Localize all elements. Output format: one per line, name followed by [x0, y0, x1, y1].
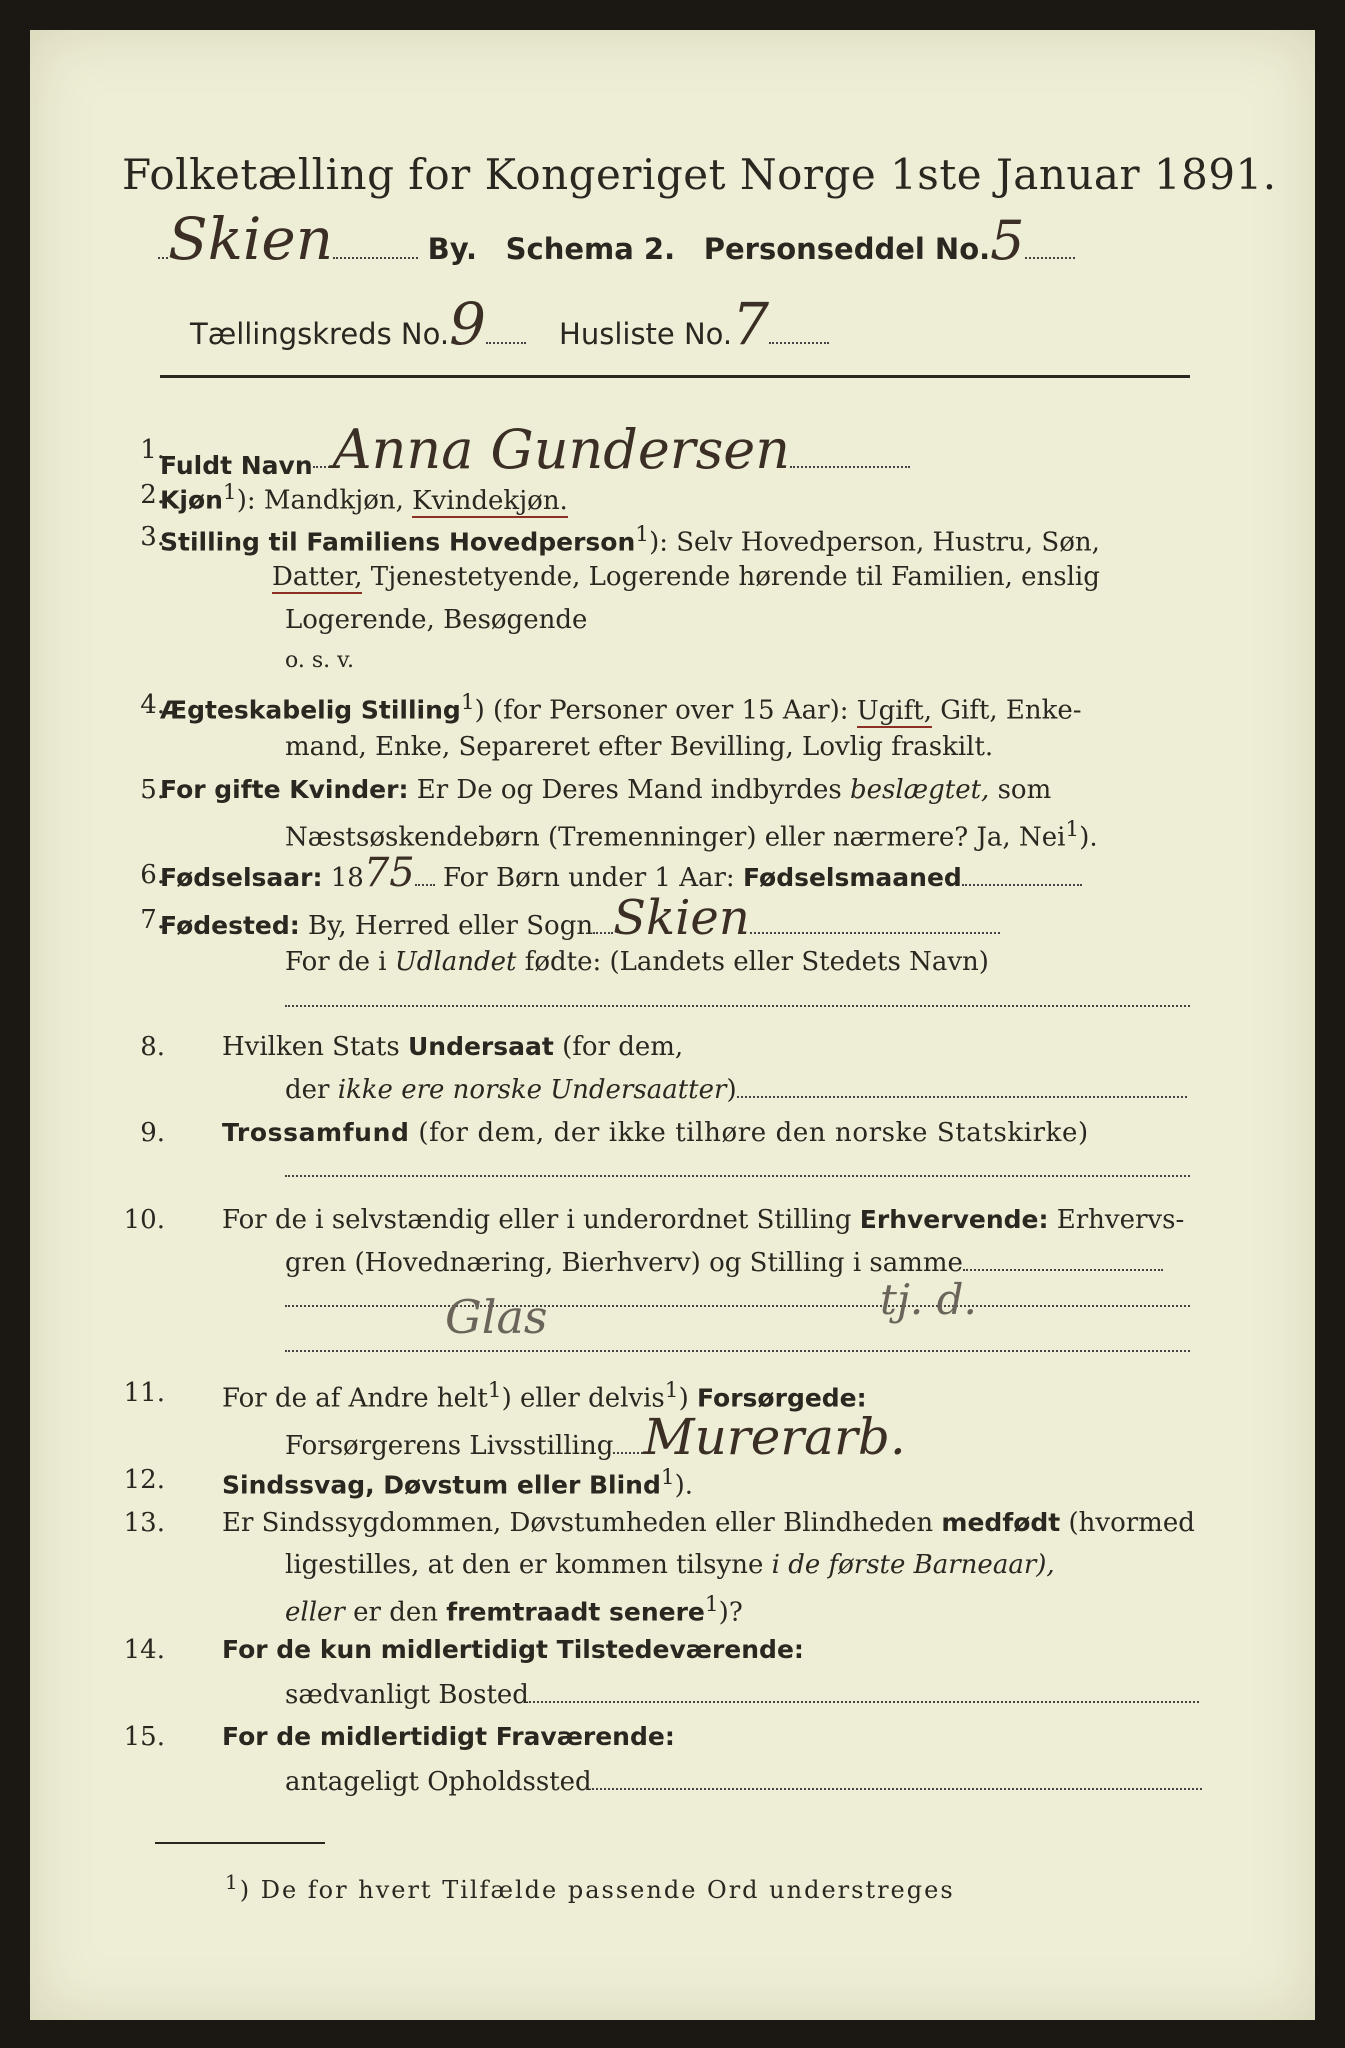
kreds-label: Tællingskreds No.: [190, 317, 450, 351]
footnote-ref: 1: [487, 1378, 502, 1403]
kreds-number: 9: [449, 290, 486, 358]
field-11-provider-label: Forsørgerens Livsstilling: [285, 1431, 614, 1461]
footnote-ref: 1: [664, 1378, 679, 1403]
field-2-label: Kjøn: [160, 485, 223, 515]
field-4-line-2: mand, Enke, Separeret efter Bevilling, Lovlig fraskilt.: [285, 732, 994, 762]
field-13-text-end: (hvormed: [1060, 1508, 1195, 1538]
field-3-line-4: o. s. v.: [285, 648, 354, 673]
field-6-number: 6.: [140, 860, 165, 890]
field-9-number: 9.: [140, 1118, 165, 1148]
field-7-line-1: [160, 890, 1210, 946]
field-8-line-2: [285, 1075, 1335, 1105]
field-3-options-2: Tjenestetyende, Logerende hørende til Familien, enslig: [362, 562, 1100, 592]
field-2-number: 2.: [140, 480, 165, 510]
field-5-italic: beslægtet,: [849, 775, 990, 805]
personseddel-label: Personseddel No.: [703, 232, 991, 266]
field-9: [222, 1118, 1272, 1148]
field-4-label: Ægteskabelig Stilling: [160, 695, 461, 725]
field-3-number: 3.: [140, 522, 165, 552]
full-name-value: Anna Gundersen: [332, 418, 791, 481]
occupation-status-value: tj. d.: [880, 1275, 977, 1324]
field-11-text-mid: ) eller delvis: [501, 1383, 665, 1414]
field-9-text: (for dem, der ikke tilhøre den norske Statskirke): [409, 1118, 1089, 1148]
field-3-selected: Datter,: [272, 562, 363, 592]
field-14-line-2: [285, 1680, 1335, 1710]
form-title: Folketælling for Kongeriget Norge 1ste Januar 1891.: [122, 150, 1277, 199]
field-5-text-end: som: [989, 775, 1052, 805]
field-3-line-3: Logerende, Besøgende: [285, 605, 588, 635]
footnote-ref: 1: [660, 1465, 675, 1490]
field-13-line-2: [285, 1550, 1335, 1580]
field-9-blank-line: [285, 1175, 1190, 1177]
field-5-question-end: ).: [1079, 822, 1098, 853]
birth-year-value: 75: [363, 850, 415, 896]
footnote-ref: 1: [1065, 817, 1080, 842]
field-13-number: 13.: [123, 1508, 165, 1538]
field-10-label: Erhvervende:: [859, 1205, 1049, 1234]
field-8-note-italic: ikke ere norske Undersaatter: [337, 1075, 727, 1105]
field-3-options-1: ): Selv Hovedperson, Hustru, Søn,: [649, 527, 1100, 558]
field-6-label: Fødselsaar:: [160, 863, 323, 892]
field-5-label-pre: For: [160, 775, 215, 804]
field-8-text: Hvilken Stats: [222, 1032, 408, 1062]
provider-occupation-value: Murerarb.: [643, 1408, 906, 1466]
field-8-note: der: [285, 1075, 338, 1105]
birthplace-value: Skien: [613, 890, 750, 946]
field-8-text-end: (for dem,: [553, 1032, 684, 1062]
field-5-line-1: [160, 775, 1210, 805]
husliste-label: Husliste No.: [559, 317, 733, 351]
birth-year-prefix: 18: [322, 863, 364, 893]
field-5-label: gifte Kvinder:: [214, 775, 409, 804]
field-13-condition: ligestilles, at den er kommen tilsyne: [285, 1550, 772, 1580]
field-11-text-end: ): [678, 1383, 697, 1414]
field-10-blank-line-2: [285, 1350, 1190, 1352]
footnote-marker: 1: [225, 1870, 240, 1894]
field-4-options: Gift, Enke-: [931, 695, 1082, 726]
footnote: [225, 1870, 955, 1904]
field-13-line-3: [285, 1592, 1335, 1628]
field-7-line-2: [285, 947, 1335, 977]
field-2: [160, 480, 1210, 516]
footnote-text: ) De for hvert Tilfælde passende Ord understreges: [239, 1876, 955, 1904]
field-7-foreign-rest: fødte: (Landets eller Stedets Navn): [516, 947, 989, 977]
personseddel-number: 5: [990, 209, 1025, 272]
field-4-text: ) (for Personer over 15 Aar):: [474, 695, 849, 726]
schema-label: Schema 2.: [505, 232, 676, 266]
by-label: By.: [427, 232, 478, 266]
field-15-line-1: [222, 1722, 1272, 1752]
footnote-ref: 1: [222, 480, 237, 505]
field-4-selected: Ugift,: [856, 695, 932, 726]
field-10-value-2: [880, 1275, 977, 1324]
field-3-line-1: [160, 522, 1210, 558]
field-15-label: For de midlertidigt Fraværende:: [222, 1722, 675, 1751]
field-6-month-label: Fødselsmaaned: [742, 863, 962, 892]
header-rule: [160, 375, 1190, 378]
field-14-label: For de kun midlertidigt Tilstedeværende:: [222, 1635, 804, 1664]
field-10-number: 10.: [123, 1205, 165, 1235]
field-8-label: Undersaat: [407, 1032, 554, 1061]
field-2-selected: Kvindekjøn.: [412, 485, 568, 516]
field-15-line-2: [285, 1767, 1335, 1797]
field-1: [160, 418, 1210, 481]
field-6-child-text: For Børn under 1 Aar:: [434, 863, 743, 893]
field-12-text-end: ).: [674, 1470, 694, 1501]
field-13-text: Er Sindssygdommen, Døvstumheden eller Blindheden: [222, 1508, 942, 1538]
field-13-or: eller: [285, 1597, 345, 1628]
field-13-later-end: )?: [718, 1597, 743, 1628]
field-10-text: For de i selvstændig eller i underordnet Stilling: [222, 1205, 860, 1235]
field-5-question: Næstsøskendebørn (Tremenninger) eller nærmere? Ja, Nei: [285, 822, 1066, 853]
field-15-stay-label: antageligt Opholdssted: [285, 1767, 592, 1797]
field-7-label: Fødested:: [160, 911, 300, 940]
field-7-blank-line: [285, 1005, 1190, 1007]
field-9-label: Trossamfund: [222, 1118, 410, 1147]
field-14-line-1: [222, 1635, 1272, 1665]
field-8-note-end: ): [726, 1075, 737, 1105]
field-5-text: Er De og Deres Mand indbyrdes: [408, 775, 850, 805]
field-10-question: gren (Hovednæring, Bierhverv) og Stilling i samme: [285, 1248, 963, 1278]
city-handwritten: Skien: [168, 205, 334, 273]
field-12-number: 12.: [123, 1465, 165, 1495]
field-1-label: Fuldt Navn: [160, 451, 313, 480]
field-10-text-end: Erhvervs-: [1048, 1205, 1185, 1235]
footnote-rule: [155, 1842, 325, 1844]
field-15-number: 15.: [123, 1722, 165, 1752]
field-11-text: For de af Andre helt: [222, 1383, 488, 1414]
header-row-2: [190, 290, 1240, 358]
husliste-number: 7: [732, 290, 770, 358]
field-4-line-1: [160, 690, 1210, 726]
field-13-later-text: er den: [344, 1597, 447, 1628]
footnote-ref: 1: [460, 690, 475, 715]
field-12: [222, 1465, 1272, 1501]
field-8-line-1: [222, 1032, 1272, 1062]
field-13-condition-italic: i de første Barneaar),: [771, 1550, 1055, 1580]
field-3-line-2: [272, 562, 1322, 592]
field-13-label: medfødt: [941, 1508, 1061, 1537]
field-12-label: Sindssvag, Døvstum eller Blind: [222, 1470, 661, 1500]
field-14-residence-label: sædvanligt Bosted: [285, 1680, 529, 1710]
field-10-line-1: [222, 1205, 1272, 1235]
field-7-foreign-text: For de i: [285, 947, 395, 977]
field-14-number: 14.: [123, 1635, 165, 1665]
field-1-number: 1.: [140, 435, 165, 465]
field-2-options: ): Mandkjøn,: [236, 485, 404, 516]
field-11-number: 11.: [123, 1378, 165, 1408]
field-7-text: By, Herred eller Sogn: [299, 911, 594, 941]
field-5-number: 5.: [140, 775, 165, 805]
field-10-line-2: [285, 1248, 1335, 1278]
field-4-number: 4.: [140, 690, 165, 720]
field-5-line-2: [285, 817, 1335, 853]
field-11-line-2: [285, 1408, 1335, 1466]
field-13-line-1: [222, 1508, 1272, 1538]
field-7-foreign-italic: Udlandet: [394, 947, 517, 977]
field-10-value-1: [445, 1290, 548, 1344]
field-3-label: Stilling til Familiens Hovedperson: [160, 527, 636, 557]
field-13-later-label: fremtraadt senere: [446, 1597, 705, 1627]
footnote-ref: 1: [635, 522, 650, 547]
header-row-1: [158, 205, 1208, 273]
occupation-value: Glas: [445, 1290, 548, 1344]
footnote-ref: 1: [704, 1592, 719, 1617]
field-8-number: 8.: [140, 1032, 165, 1062]
field-7-number: 7.: [140, 905, 165, 935]
field-10-blank-line-1: [285, 1305, 1190, 1307]
field-11-label: Forsørgede:: [696, 1383, 867, 1413]
